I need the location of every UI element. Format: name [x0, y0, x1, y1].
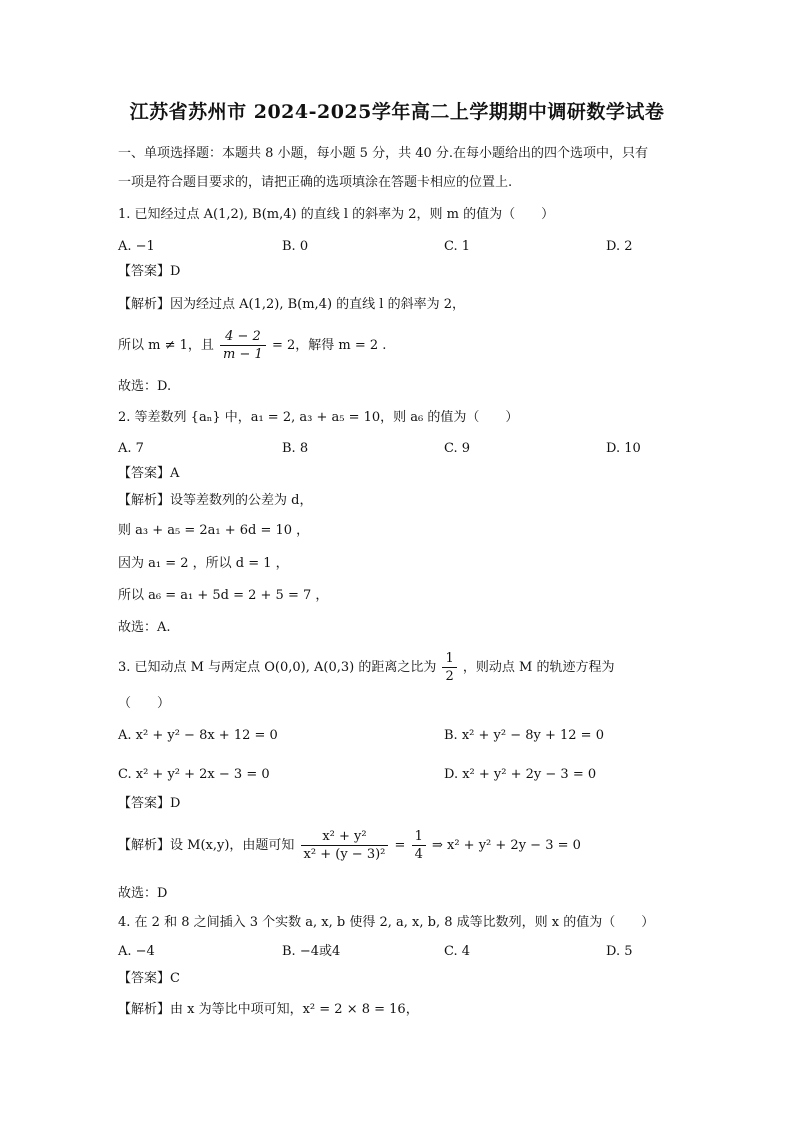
q1-choose: 故选：D.	[118, 379, 172, 394]
q3-stem-line-1	[118, 650, 614, 685]
q1-option-b: B. 0	[282, 239, 309, 254]
q2-option-d: D. 10	[606, 441, 641, 456]
q3-analysis-left-fraction	[301, 828, 389, 863]
q2-choose: 故选：A.	[118, 620, 171, 635]
q3-option-b: B. x² + y² − 8y + 12 = 0	[444, 728, 604, 743]
q3-ratio-denominator: 2	[445, 669, 454, 684]
q4-stem: 4. 在 2 和 8 之间插入 3 个实数 a, x, b 使得 2, a, x, b, 8 成等比数列，则 x 的值为（ ）	[118, 915, 655, 930]
q3-ratio-numerator: 1	[442, 650, 456, 668]
q3-left-numerator: x² + y²	[301, 828, 389, 846]
q4-option-a: A. −4	[118, 944, 155, 959]
q3-option-a: A. x² + y² − 8x + 12 = 0	[118, 728, 278, 743]
q3-equals-sign: =	[394, 838, 406, 853]
q2-analysis-line-1: 【解析】设等差数列的公差为 d，	[118, 493, 313, 508]
q1-analysis-line-1: 【解析】因为经过点 A(1,2), B(m,4) 的直线 l 的斜率为 2，	[118, 297, 465, 312]
q3-analysis-prefix: 【解析】设 M(x,y)，由题可知	[118, 838, 295, 853]
q3-left-denominator: x² + (y − 3)²	[303, 847, 386, 862]
q2-option-a: A. 7	[118, 441, 144, 456]
section-instruction-line-1: 一、单项选择题：本题共 8 小题，每小题 5 分，共 40 分.在每小题给出的四个选项中，只有	[118, 146, 649, 161]
q3-analysis-suffix: ⇒ x² + y² + 2y − 3 = 0	[431, 838, 581, 853]
q4-option-d: D. 5	[606, 944, 633, 959]
q1-option-c: C. 1	[444, 239, 471, 254]
q3-right-denominator: 4	[414, 847, 423, 862]
q2-analysis-line-3: 因为 a₁ = 2 ，所以 d = 1 ，	[118, 556, 289, 571]
q4-option-c: C. 4	[444, 944, 471, 959]
q1-answer: 【答案】D	[118, 264, 181, 279]
page-title: 江苏省苏州市 2024-2025学年高二上学期期中调研数学试卷	[129, 101, 665, 123]
q1-fraction	[220, 328, 266, 363]
q3-ratio-fraction	[442, 650, 456, 685]
q1-analysis-prefix: 所以 m ≠ 1，且	[118, 338, 214, 353]
q2-option-c: C. 9	[444, 441, 471, 456]
q3-option-d: D. x² + y² + 2y − 3 = 0	[444, 767, 597, 782]
q1-option-d: D. 2	[606, 239, 633, 254]
q3-stem-suffix: ，则动点 M 的轨迹方程为	[462, 660, 615, 675]
q3-stem-prefix: 3. 已知动点 M 与两定点 O(0,0), A(0,3) 的距离之比为	[118, 660, 437, 675]
q3-stem-paren: （ ）	[118, 696, 171, 711]
q1-stem: 1. 已知经过点 A(1,2), B(m,4) 的直线 l 的斜率为 2，则 m 的值为（ ）	[118, 207, 555, 222]
q1-fraction-numerator: 4 − 2	[220, 328, 266, 346]
q3-answer: 【答案】D	[118, 796, 181, 811]
q2-analysis-line-2: 则 a₃ + a₅ = 2a₁ + 6d = 10 ，	[118, 523, 310, 538]
q3-analysis-right-fraction	[412, 828, 426, 863]
q2-stem: 2. 等差数列 {aₙ} 中，a₁ = 2, a₃ + a₅ = 10，则 a₆ 的值为（ ）	[118, 410, 519, 425]
q4-analysis-line-1: 【解析】由 x 为等比中项可知，x² = 2 × 8 = 16，	[118, 1002, 419, 1017]
q3-right-numerator: 1	[412, 828, 426, 846]
q2-analysis-line-4: 所以 a₆ = a₁ + 5d = 2 + 5 = 7 ，	[118, 588, 329, 603]
section-instruction-line-2: 一项是符合题目要求的，请把正确的选项填涂在答题卡相应的位置上.	[118, 175, 513, 190]
q4-option-b: B. −4或4	[282, 944, 341, 959]
q3-analysis	[118, 828, 581, 863]
q2-answer: 【答案】A	[118, 466, 180, 481]
q1-analysis-suffix: = 2，解得 m = 2 .	[271, 338, 387, 353]
q3-choose: 故选：D	[118, 886, 168, 901]
q4-answer: 【答案】C	[118, 971, 180, 986]
q1-fraction-denominator: m − 1	[223, 347, 263, 362]
q1-analysis-line-2	[118, 328, 386, 363]
q1-option-a: A. −1	[118, 239, 155, 254]
q3-option-c: C. x² + y² + 2x − 3 = 0	[118, 767, 270, 782]
q2-option-b: B. 8	[282, 441, 309, 456]
